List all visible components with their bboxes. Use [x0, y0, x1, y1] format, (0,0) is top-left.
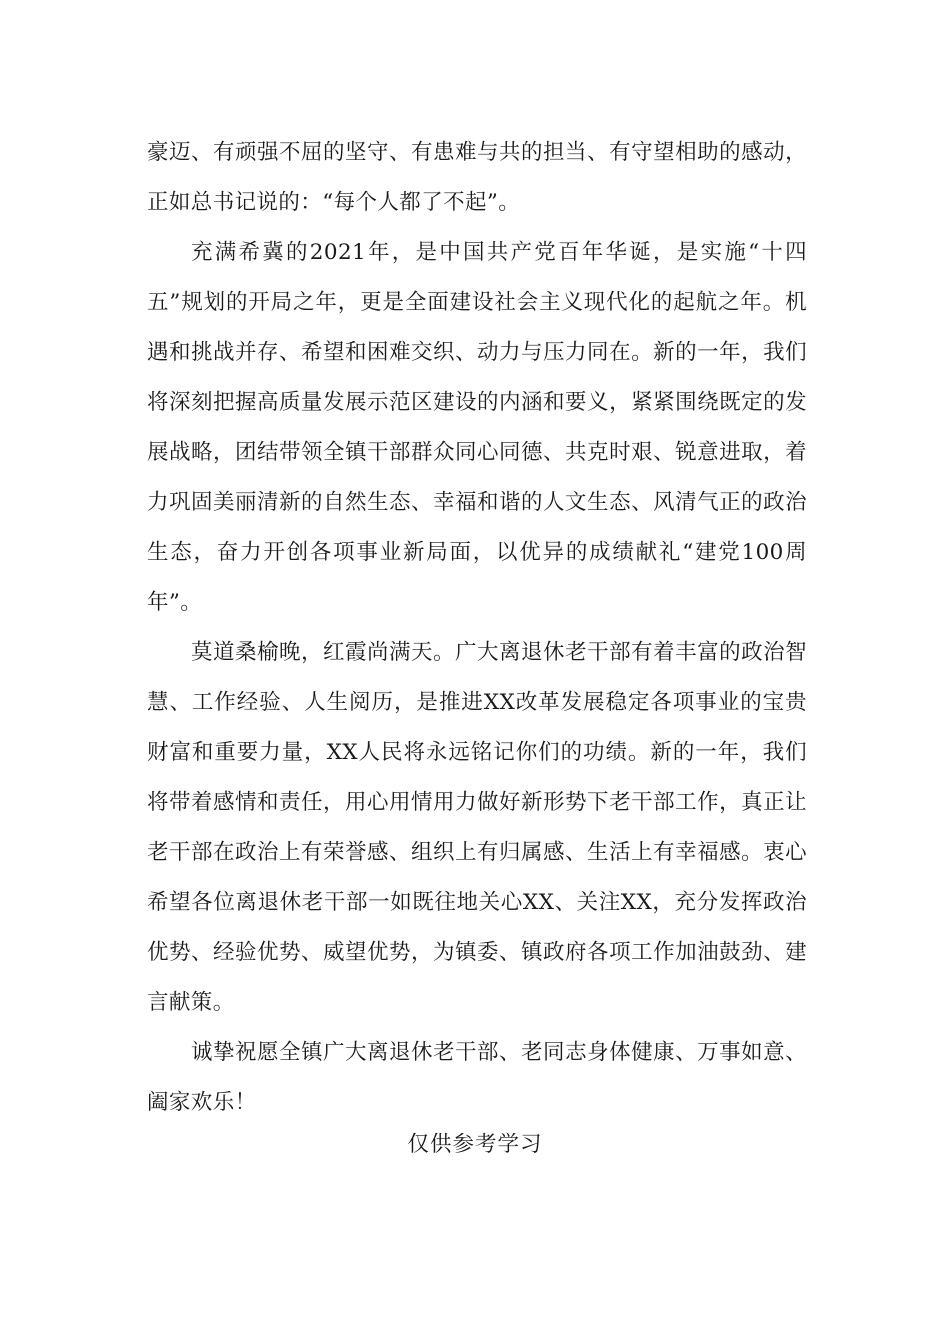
document-body: [147, 128, 807, 1128]
paragraph-continuation: 豪迈、有顽强不屈的坚守、有患难与共的担当、有守望相助的感动，正如总书记说的：“每个人都了不起”。: [147, 140, 807, 215]
paragraph-retired-cadres: 莫道桑榆晚，红霞尚满天。广大离退休老干部有着丰富的政治智慧、工作经验、人生阅历，是推进XX改革发展稳定各项事业的宝贵财富和重要力量，XX人民将永远铭记你们的功绩。新的一年，我们将带着感情和责任，用心用情用力做好新形势下老干部工作，真正让老干部在政治上有荣誉感、组织上有归属感、生活上有幸福感。衷心希望各位离退休老干部一如既往地关心XX、关注XX，充分发挥政治优势、经验优势、威望优势，为镇委、镇政府各项工作加油鼓劲、建言献策。: [147, 640, 807, 1015]
paragraph-closing-wishes: 诚挚祝愿全镇广大离退休老干部、老同志身体健康、万事如意、阖家欢乐！: [147, 1040, 807, 1115]
paragraph-2021-outlook: 充满希冀的2021年，是中国共产党百年华诞，是实施“十四五”规划的开局之年，更是全面建设社会主义现代化的起航之年。机遇和挑战并存、希望和困难交织、动力与压力同在。新的一年，我们将深刻把握高质量发展示范区建设的内涵和要义，紧紧围绕既定的发展战略，团结带领全镇干部群众同心同德、共克时艰、锐意进取，着力巩固美丽清新的自然生态、幸福和谐的人文生态、风清气正的政治生态，奋力开创各项事业新局面，以优异的成绩献礼“建党100周年”。: [147, 240, 807, 615]
footer-note: 仅供参考学习: [407, 1132, 543, 1157]
